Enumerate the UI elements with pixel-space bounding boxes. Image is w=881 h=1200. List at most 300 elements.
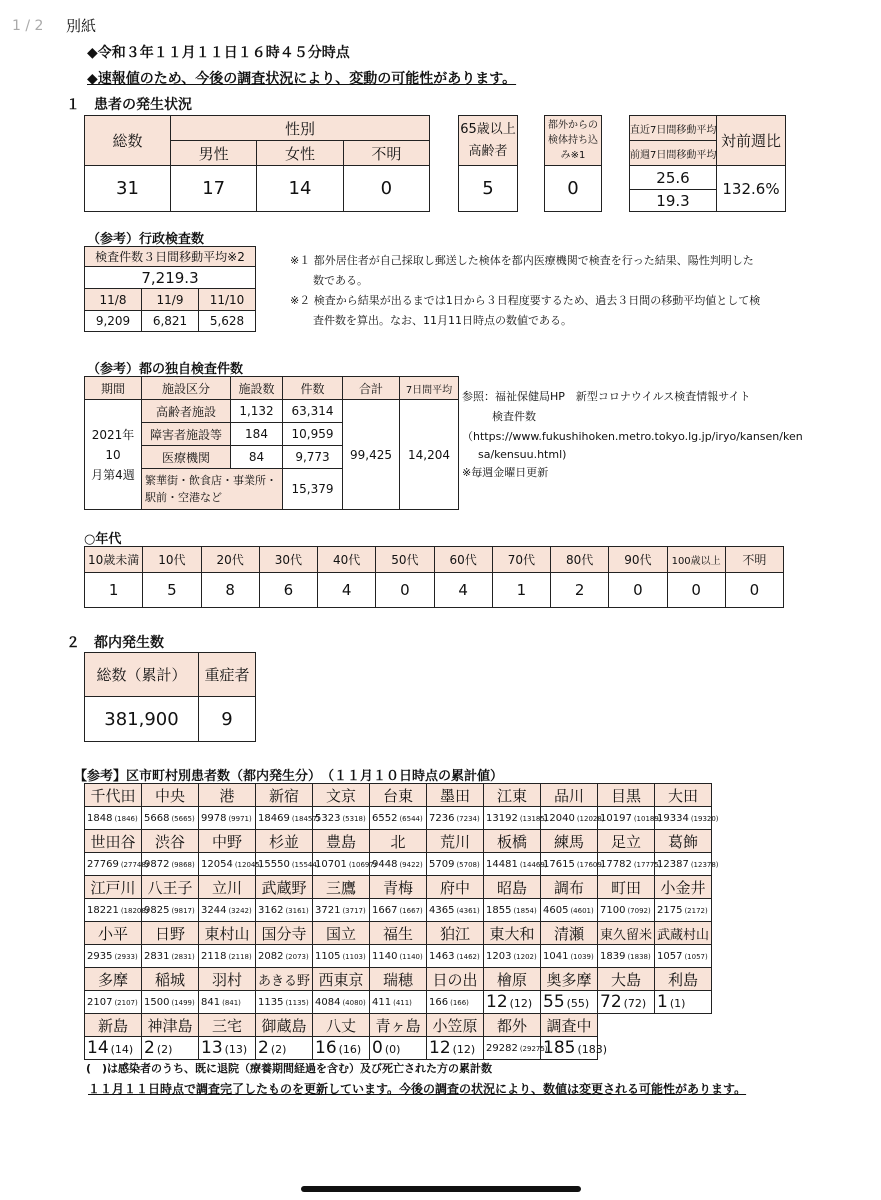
age-10s: 10代 bbox=[143, 547, 201, 573]
municipality-count: 2831 bbox=[144, 950, 170, 962]
page-indicator: 1 / 2 bbox=[12, 18, 44, 34]
municipality-count: 15550 bbox=[258, 858, 290, 870]
municipality-name: 台東 bbox=[370, 784, 427, 807]
cumulative-total-header: 総数（累計） bbox=[85, 653, 199, 697]
municipality-name: 府中 bbox=[427, 876, 484, 899]
municipal-value-row bbox=[85, 1037, 712, 1060]
municipality-recovered: (13) bbox=[224, 1043, 248, 1056]
age-10s-value: 5 bbox=[143, 573, 201, 608]
municipality-count: 6552 bbox=[372, 812, 398, 824]
municipality-count: 2107 bbox=[87, 996, 113, 1008]
municipality-count: 2 bbox=[258, 1038, 269, 1058]
municipality-cell bbox=[427, 853, 484, 876]
municipality-name: 渋谷 bbox=[142, 830, 199, 853]
municipality-name: 大島 bbox=[598, 968, 655, 991]
municipality-cell bbox=[427, 807, 484, 830]
municipality-recovered: (5665) bbox=[171, 814, 195, 823]
municipality-recovered: (2118) bbox=[228, 952, 252, 961]
municipality-cell bbox=[370, 1037, 427, 1060]
municipality-count: 1848 bbox=[87, 812, 113, 824]
facility-downtown-cases: 15,379 bbox=[283, 469, 343, 510]
municipality-count: 10197 bbox=[600, 812, 632, 824]
municipality-count: 16 bbox=[315, 1038, 337, 1058]
municipality-name: 八王子 bbox=[142, 876, 199, 899]
municipality-name: 荒川 bbox=[427, 830, 484, 853]
facility-elderly-count: 1,132 bbox=[231, 400, 283, 423]
municipality-name: 利島 bbox=[655, 968, 712, 991]
municipality-recovered: (18208) bbox=[120, 906, 149, 915]
municipality-name: 豊島 bbox=[313, 830, 370, 853]
municipality-count: 5323 bbox=[315, 812, 341, 824]
municipality-name: 葛飾 bbox=[655, 830, 712, 853]
municipal-value-row bbox=[85, 807, 712, 830]
municipality-count: 12040 bbox=[543, 812, 575, 824]
municipality-recovered: (1854) bbox=[513, 906, 537, 915]
age-80s-value: 2 bbox=[551, 573, 609, 608]
facility-elderly-cases: 63,314 bbox=[283, 400, 343, 423]
municipality-recovered: (841) bbox=[222, 998, 241, 1007]
municipality-cell bbox=[142, 807, 199, 830]
facility-header: 施設区分 bbox=[142, 377, 231, 400]
municipality-count: 1135 bbox=[258, 996, 284, 1008]
municipality-cell bbox=[598, 945, 655, 968]
municipality-count: 3721 bbox=[315, 904, 341, 916]
municipality-count: 19334 bbox=[657, 812, 689, 824]
municipality-name: 三鷹 bbox=[313, 876, 370, 899]
timestamp-bullet: ◆令和３年１１月１１日１６時４５分時点 bbox=[87, 45, 350, 61]
age-50s: 50代 bbox=[376, 547, 434, 573]
municipality-cell bbox=[85, 853, 149, 876]
municipality-count: 12054 bbox=[201, 858, 233, 870]
municipality-count: 12 bbox=[429, 1038, 451, 1058]
municipality-recovered: (12) bbox=[509, 997, 533, 1010]
age-unknown: 不明 bbox=[725, 547, 783, 573]
municipality-cell bbox=[655, 945, 712, 968]
age-20s: 20代 bbox=[201, 547, 259, 573]
municipality-recovered: (1462) bbox=[456, 952, 480, 961]
municipality-cell bbox=[655, 853, 719, 876]
municipality-name: 東村山 bbox=[199, 922, 256, 945]
municipality-name: 江戸川 bbox=[85, 876, 142, 899]
municipality-recovered: (18457) bbox=[291, 814, 320, 823]
note-1b: 数である。 bbox=[313, 274, 368, 287]
municipality-name: 世田谷 bbox=[85, 830, 142, 853]
municipality-recovered: (19320) bbox=[690, 814, 719, 823]
prev-7day-value: 19.3 bbox=[630, 190, 717, 212]
age-90s: 90代 bbox=[609, 547, 667, 573]
preliminary-bullet: ◆速報値のため、今後の調査状況により、変動の可能性があります。 bbox=[87, 71, 517, 87]
municipality-count: 4605 bbox=[543, 904, 569, 916]
municipality-cell bbox=[370, 991, 427, 1014]
municipality-cell bbox=[427, 991, 484, 1014]
municipality-name: 調布 bbox=[541, 876, 598, 899]
prev-7day-header: 前週7日間移動平均 bbox=[630, 141, 717, 166]
facility-medical: 医療機関 bbox=[142, 446, 231, 469]
municipality-cell bbox=[313, 991, 370, 1014]
municipality-count: 10701 bbox=[315, 858, 347, 870]
admin-value-2: 6,821 bbox=[142, 311, 199, 332]
municipality-cell bbox=[598, 807, 662, 830]
municipality-name: 小平 bbox=[85, 922, 142, 945]
independent-tests-table bbox=[84, 376, 459, 510]
municipality-recovered: (3717) bbox=[342, 906, 366, 915]
municipality-cell bbox=[484, 991, 541, 1014]
municipal-name-row bbox=[85, 830, 712, 853]
municipality-recovered: (12) bbox=[452, 1043, 476, 1056]
municipality-cell bbox=[85, 1037, 142, 1060]
municipality-recovered: (7234) bbox=[456, 814, 480, 823]
municipality-recovered: (2073) bbox=[285, 952, 309, 961]
age-100plus-value: 0 bbox=[667, 573, 725, 608]
municipality-recovered: (7092) bbox=[627, 906, 651, 915]
municipality-count: 411 bbox=[372, 996, 392, 1008]
municipality-count: 7100 bbox=[600, 904, 626, 916]
municipal-name-row bbox=[85, 1014, 712, 1037]
municipality-cell bbox=[142, 899, 199, 922]
municipal-value-row bbox=[85, 899, 712, 922]
page-title: 別紙 bbox=[66, 17, 97, 35]
municipality-count: 1203 bbox=[486, 950, 512, 962]
municipality-count: 27769 bbox=[87, 858, 119, 870]
municipality-name: 東大和 bbox=[484, 922, 541, 945]
facility-downtown-line1: 繁華街・飲食店・事業所・ bbox=[145, 474, 277, 487]
municipality-cell bbox=[484, 899, 541, 922]
admin-tests-table bbox=[84, 246, 256, 332]
municipality-name: 奥多摩 bbox=[541, 968, 598, 991]
municipality-count: 1667 bbox=[372, 904, 398, 916]
municipality-name: 小笠原 bbox=[427, 1014, 484, 1037]
municipality-recovered: (1499) bbox=[171, 998, 195, 1007]
municipality-recovered: (1) bbox=[669, 997, 686, 1010]
note-2a: ※２ 検査から結果が出るまでは1日から３日程度要するため、過去３日間の移動平均値として検 bbox=[290, 294, 761, 307]
municipality-name: 昭島 bbox=[484, 876, 541, 899]
municipality-name: 新島 bbox=[85, 1014, 142, 1037]
municipality-recovered: (29275) bbox=[519, 1044, 548, 1053]
municipal-name-row bbox=[85, 784, 712, 807]
municipality-name: 檜原 bbox=[484, 968, 541, 991]
reference-line1: 参照：福祉保健局HP 新型コロナウイルス検査情報サイト bbox=[462, 390, 751, 403]
municipality-name: 北 bbox=[370, 830, 427, 853]
unknown-value: 0 bbox=[343, 166, 429, 212]
seven-day-avg-header: 7日間平均 bbox=[400, 377, 459, 400]
municipality-cell bbox=[313, 853, 377, 876]
municipality-cell bbox=[199, 807, 256, 830]
age-40s: 40代 bbox=[318, 547, 376, 573]
weekly-ratio-value: 132.6% bbox=[717, 166, 786, 212]
municipal-name-row bbox=[85, 968, 712, 991]
age-under10: 10歳未満 bbox=[85, 547, 143, 573]
municipality-count: 1105 bbox=[315, 950, 341, 962]
municipality-count: 4084 bbox=[315, 996, 341, 1008]
age-60s: 60代 bbox=[434, 547, 492, 573]
admin-avg-header: 検査件数３日間移動平均※2 bbox=[85, 247, 256, 267]
municipality-count: 12387 bbox=[657, 858, 689, 870]
municipality-cell bbox=[256, 991, 313, 1014]
municipality-recovered: (1667) bbox=[399, 906, 423, 915]
municipality-cell bbox=[541, 807, 605, 830]
age-30s-value: 6 bbox=[259, 573, 317, 608]
municipality-recovered: (1202) bbox=[513, 952, 537, 961]
age-value-row bbox=[85, 573, 784, 608]
period-header: 期間 bbox=[85, 377, 142, 400]
municipality-cell bbox=[313, 807, 370, 830]
facility-count-header: 施設数 bbox=[231, 377, 283, 400]
municipality-recovered: (14469) bbox=[519, 860, 548, 869]
municipality-count: 18221 bbox=[87, 904, 119, 916]
age-20s-value: 8 bbox=[201, 573, 259, 608]
recovered-footnote: ( )は感染者のうち、既に退院（療養期間経過を含む）及び死亡された方の累計数 bbox=[86, 1062, 493, 1075]
age-section-title: ○年代 bbox=[84, 532, 122, 547]
municipality-cell bbox=[85, 945, 142, 968]
municipality-recovered: (17609) bbox=[576, 860, 605, 869]
municipality-cell bbox=[313, 899, 370, 922]
section1-title: １ 患者の発生状況 bbox=[66, 97, 192, 113]
municipality-recovered: (2831) bbox=[171, 952, 195, 961]
municipality-cell bbox=[256, 807, 320, 830]
municipality-count: 5709 bbox=[429, 858, 455, 870]
home-indicator bbox=[301, 1186, 581, 1192]
facility-elderly: 高齢者施設 bbox=[142, 400, 231, 423]
municipality-recovered: (9422) bbox=[399, 860, 423, 869]
municipality-count: 72 bbox=[600, 992, 622, 1012]
municipality-count: 185 bbox=[543, 1038, 576, 1058]
municipality-count: 841 bbox=[201, 996, 221, 1008]
municipality-name: 多摩 bbox=[85, 968, 142, 991]
age-80s: 80代 bbox=[551, 547, 609, 573]
municipality-recovered: (1057) bbox=[684, 952, 708, 961]
municipality-cell bbox=[655, 991, 712, 1014]
municipality-count: 2082 bbox=[258, 950, 284, 962]
municipality-count: 2118 bbox=[201, 950, 227, 962]
municipality-cell bbox=[85, 991, 142, 1014]
municipality-cell bbox=[199, 945, 256, 968]
municipality-name: 御蔵島 bbox=[256, 1014, 313, 1037]
period-line1: 2021年10 bbox=[91, 427, 135, 462]
reference-line4: sa/kensuu.html) bbox=[478, 448, 567, 461]
municipality-recovered: (2107) bbox=[114, 998, 138, 1007]
municipality-count: 5668 bbox=[144, 812, 170, 824]
municipality-cell bbox=[256, 899, 313, 922]
admin-value-3: 5,628 bbox=[199, 311, 256, 332]
municipality-name: 西東京 bbox=[313, 968, 370, 991]
municipality-name: 板橋 bbox=[484, 830, 541, 853]
municipality-recovered: (6544) bbox=[399, 814, 423, 823]
municipality-count: 12 bbox=[486, 992, 508, 1012]
municipality-recovered: (3161) bbox=[285, 906, 309, 915]
municipality-count: 1500 bbox=[144, 996, 170, 1008]
outside-table bbox=[544, 115, 602, 212]
age-30s: 30代 bbox=[259, 547, 317, 573]
municipality-cell bbox=[541, 991, 598, 1014]
municipality-count: 4365 bbox=[429, 904, 455, 916]
female-header: 女性 bbox=[257, 141, 343, 166]
municipality-name: 千代田 bbox=[85, 784, 142, 807]
municipality-recovered: (16) bbox=[338, 1043, 362, 1056]
municipality-count: 1839 bbox=[600, 950, 626, 962]
independent-sum: 99,425 bbox=[343, 400, 400, 510]
municipality-recovered: (166) bbox=[450, 998, 469, 1007]
municipality-cell bbox=[199, 1037, 256, 1060]
independent-tests-title: （参考）都の独自検査件数 bbox=[87, 362, 244, 377]
municipality-recovered: (2172) bbox=[684, 906, 708, 915]
severe-value: 9 bbox=[199, 697, 256, 742]
municipality-cell bbox=[427, 1037, 484, 1060]
municipality-cell bbox=[199, 899, 256, 922]
female-value: 14 bbox=[257, 166, 343, 212]
municipality-count: 2 bbox=[144, 1038, 155, 1058]
sum-header: 合計 bbox=[343, 377, 400, 400]
municipality-count: 1041 bbox=[543, 950, 569, 962]
municipality-recovered: (72) bbox=[623, 997, 647, 1010]
municipality-recovered: (9868) bbox=[171, 860, 195, 869]
municipality-recovered: (12045) bbox=[234, 860, 263, 869]
municipality-count: 17615 bbox=[543, 858, 575, 870]
municipality-recovered: (1039) bbox=[570, 952, 594, 961]
note-2b: 査件数を算出。なお、11月11日時点の数値である。 bbox=[313, 314, 572, 327]
facility-medical-count: 84 bbox=[231, 446, 283, 469]
municipality-name: 品川 bbox=[541, 784, 598, 807]
municipality-count: 9872 bbox=[144, 858, 170, 870]
tokyo-total-table bbox=[84, 652, 256, 742]
municipality-cell bbox=[199, 991, 256, 1014]
municipality-name: 東久留米 bbox=[598, 922, 655, 945]
municipality-count: 0 bbox=[372, 1038, 383, 1058]
update-footnote: １１月１１日時点で調査完了したものを更新しています。今後の調査の状況により、数値は変更される可能性があります。 bbox=[88, 1082, 747, 1096]
municipality-cell bbox=[427, 945, 484, 968]
municipality-count: 9825 bbox=[144, 904, 170, 916]
municipality-name: 墨田 bbox=[427, 784, 484, 807]
outside-header-line2: 検体持ち込 bbox=[548, 135, 598, 146]
municipality-name: 立川 bbox=[199, 876, 256, 899]
admin-value-1: 9,209 bbox=[85, 311, 142, 332]
municipality-name: 文京 bbox=[313, 784, 370, 807]
municipality-recovered: (10697) bbox=[348, 860, 377, 869]
age-unknown-value: 0 bbox=[725, 573, 783, 608]
admin-date-2: 11/9 bbox=[142, 289, 199, 311]
municipality-recovered: (3242) bbox=[228, 906, 252, 915]
municipality-name: 江東 bbox=[484, 784, 541, 807]
admin-avg-value: 7,219.3 bbox=[85, 267, 256, 289]
municipality-cell bbox=[541, 945, 598, 968]
age-70s: 70代 bbox=[492, 547, 550, 573]
municipality-name: 足立 bbox=[598, 830, 655, 853]
municipality-count: 13 bbox=[201, 1038, 223, 1058]
municipality-count: 18469 bbox=[258, 812, 290, 824]
outside-header-line1: 都外からの bbox=[548, 120, 598, 131]
municipality-count: 9978 bbox=[201, 812, 227, 824]
age-70s-value: 1 bbox=[492, 573, 550, 608]
facility-disabled-count: 184 bbox=[231, 423, 283, 446]
municipality-recovered: (4361) bbox=[456, 906, 480, 915]
municipality-cell bbox=[199, 853, 263, 876]
municipality-recovered: (2) bbox=[156, 1043, 173, 1056]
municipality-name: 都外 bbox=[484, 1014, 541, 1037]
municipality-cell bbox=[484, 853, 548, 876]
recent-7day-value: 25.6 bbox=[630, 166, 717, 190]
municipality-count: 166 bbox=[429, 996, 449, 1008]
municipality-name: 狛江 bbox=[427, 922, 484, 945]
municipality-count: 17782 bbox=[600, 858, 632, 870]
municipality-count: 55 bbox=[543, 992, 565, 1012]
total-header: 総数 bbox=[85, 116, 171, 166]
municipality-cell bbox=[541, 899, 598, 922]
municipality-cell bbox=[85, 807, 142, 830]
elderly-header-line2: 高齢者 bbox=[468, 143, 508, 159]
elderly-header-line1: 65歳以上 bbox=[460, 121, 516, 137]
municipality-cell bbox=[85, 899, 149, 922]
municipality-recovered: (9971) bbox=[228, 814, 252, 823]
age-label-row bbox=[85, 547, 784, 573]
cases-header: 件数 bbox=[283, 377, 343, 400]
male-header: 男性 bbox=[171, 141, 257, 166]
municipality-cell bbox=[655, 899, 712, 922]
outside-value: 0 bbox=[545, 166, 602, 212]
elderly-value: 5 bbox=[459, 166, 518, 212]
municipality-recovered: (27748) bbox=[120, 860, 149, 869]
municipality-cell bbox=[655, 807, 719, 830]
municipality-name: 国分寺 bbox=[256, 922, 313, 945]
municipal-value-row bbox=[85, 945, 712, 968]
municipality-name: 日の出 bbox=[427, 968, 484, 991]
municipality-count: 7236 bbox=[429, 812, 455, 824]
municipality-name: 杉並 bbox=[256, 830, 313, 853]
recent-7day-header: 直近7日間移動平均 bbox=[630, 116, 717, 141]
municipality-cell bbox=[598, 899, 655, 922]
reference-line5: ※毎週金曜日更新 bbox=[462, 466, 549, 479]
municipality-cell bbox=[484, 945, 541, 968]
admin-date-3: 11/10 bbox=[199, 289, 256, 311]
male-value: 17 bbox=[171, 166, 257, 212]
municipality-cell bbox=[370, 899, 427, 922]
municipality-count: 1855 bbox=[486, 904, 512, 916]
unknown-header: 不明 bbox=[343, 141, 429, 166]
municipality-recovered: (5318) bbox=[342, 814, 366, 823]
municipality-name: 武蔵野 bbox=[256, 876, 313, 899]
municipal-name-row bbox=[85, 922, 712, 945]
municipality-name: 清瀬 bbox=[541, 922, 598, 945]
municipal-title: 【参考】区市町村別患者数（都内発生分） （１１月１０日時点の累計値） bbox=[74, 769, 504, 784]
municipality-recovered: (13185) bbox=[519, 814, 548, 823]
weekly-ratio-header: 対前週比 bbox=[717, 116, 786, 166]
outside-header-line3: み※1 bbox=[560, 150, 586, 161]
municipality-cell bbox=[256, 945, 313, 968]
municipality-recovered: (55) bbox=[566, 997, 590, 1010]
municipality-count: 9448 bbox=[372, 858, 398, 870]
municipality-recovered: (4080) bbox=[342, 998, 366, 1007]
age-table bbox=[84, 546, 784, 608]
municipality-recovered: (12028) bbox=[576, 814, 605, 823]
note-1a: ※１ 都外居住者が自己採取し郵送した検体を都内医療機関で検査を行った結果、陽性判明した bbox=[290, 254, 754, 267]
municipality-cell bbox=[256, 1037, 313, 1060]
municipality-recovered: (2933) bbox=[114, 952, 138, 961]
reference-line3: （https://www.fukushihoken.metro.tokyo.lg.jp/iryo/kansen/ken bbox=[462, 430, 803, 443]
municipality-name: 中野 bbox=[199, 830, 256, 853]
municipality-cell bbox=[370, 853, 427, 876]
municipality-cell bbox=[541, 853, 605, 876]
municipality-name: 羽村 bbox=[199, 968, 256, 991]
municipality-name: 三宅 bbox=[199, 1014, 256, 1037]
municipality-recovered: (2) bbox=[270, 1043, 287, 1056]
municipal-value-row bbox=[85, 991, 712, 1014]
municipality-recovered: (411) bbox=[393, 998, 412, 1007]
municipality-cell bbox=[313, 945, 370, 968]
municipality-count: 14481 bbox=[486, 858, 518, 870]
municipality-recovered: (15544) bbox=[291, 860, 320, 869]
municipality-recovered: (1838) bbox=[627, 952, 651, 961]
municipality-name: 目黒 bbox=[598, 784, 655, 807]
municipality-name: 新宿 bbox=[256, 784, 313, 807]
municipality-recovered: (1846) bbox=[114, 814, 138, 823]
